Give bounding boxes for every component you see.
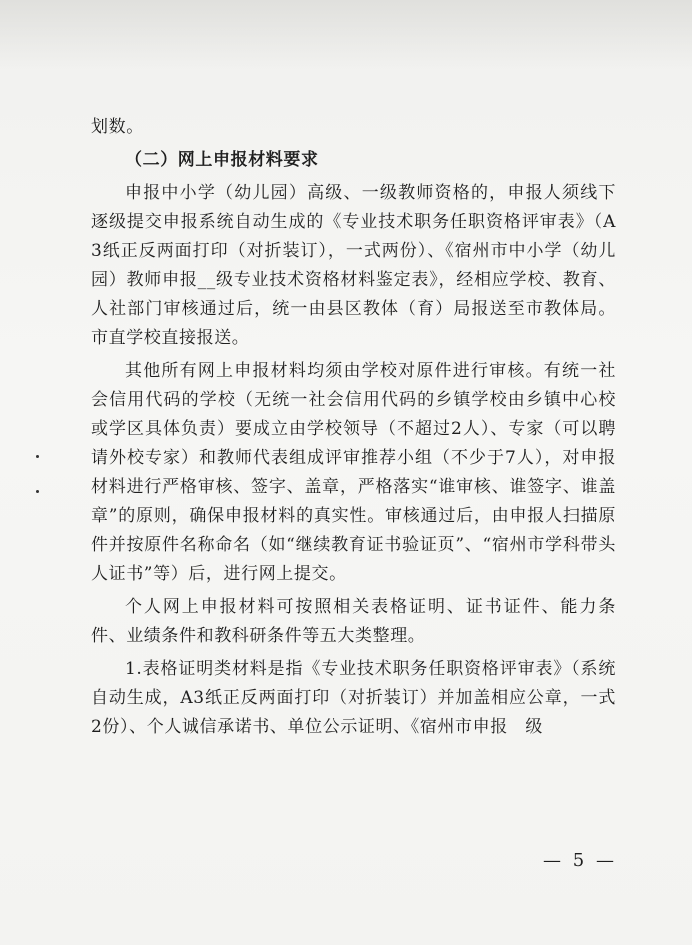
paragraph-form-materials: 1.表格证明类材料是指《专业技术职务任职资格评审表》（系统自动生成，A3纸正反两面打印（对折装订）并加盖相应公章，一式2份）、个人诚信承诺书、单位公示证明、《宿州市申报 级	[91, 659, 616, 737]
paragraph-continuation: 划数。	[91, 117, 144, 137]
paragraph-material-categories: 个人网上申报材料可按照相关表格证明、证书证件、能力条件、业绩条件和教科研条件等五大类整理。	[91, 597, 616, 646]
document-body	[91, 113, 616, 742]
binding-hole-mark	[36, 455, 39, 458]
paragraph-review-requirements: 其他所有网上申报材料均须由学校对原件进行审核。有统一社会信用代码的学校（无统一社会信用代码的乡镇学校由乡镇中心校或学区具体负责）要成立由学校领导（不超过2人）、专家（可以聘请外校专家）和教师代表组成评审推荐小组（不少于7人），对申报材料进行严格审核、签字、盖章，严格落实“谁审核、谁签字、谁盖章”的原则，确保申报材料的真实性。审核通过后，由申报人扫描原件并按原件名称命名（如“继续教育证书验证页”、“宿州市学科带头人证书”等）后，进行网上提交。	[91, 361, 616, 584]
page-number: — 5 —	[543, 850, 617, 871]
scan-shadow	[0, 0, 692, 70]
paragraph-offline-submission: 申报中小学（幼儿园）高级、一级教师资格的，申报人须线下逐级提交申报系统自动生成的《专业技术职务任职资格评审表》（A3纸正反两面打印（对折装订），一式两份）、《宿州市中小学（幼儿园）教师申报__级专业技术资格材料鉴定表》，经相应学校、教育、人社部门审核通过后，统一由县区教体（育）局报送至市教体局。市直学校直接报送。	[91, 183, 616, 348]
binding-hole-mark	[36, 490, 39, 493]
section-heading: （二）网上申报材料要求	[125, 150, 319, 170]
